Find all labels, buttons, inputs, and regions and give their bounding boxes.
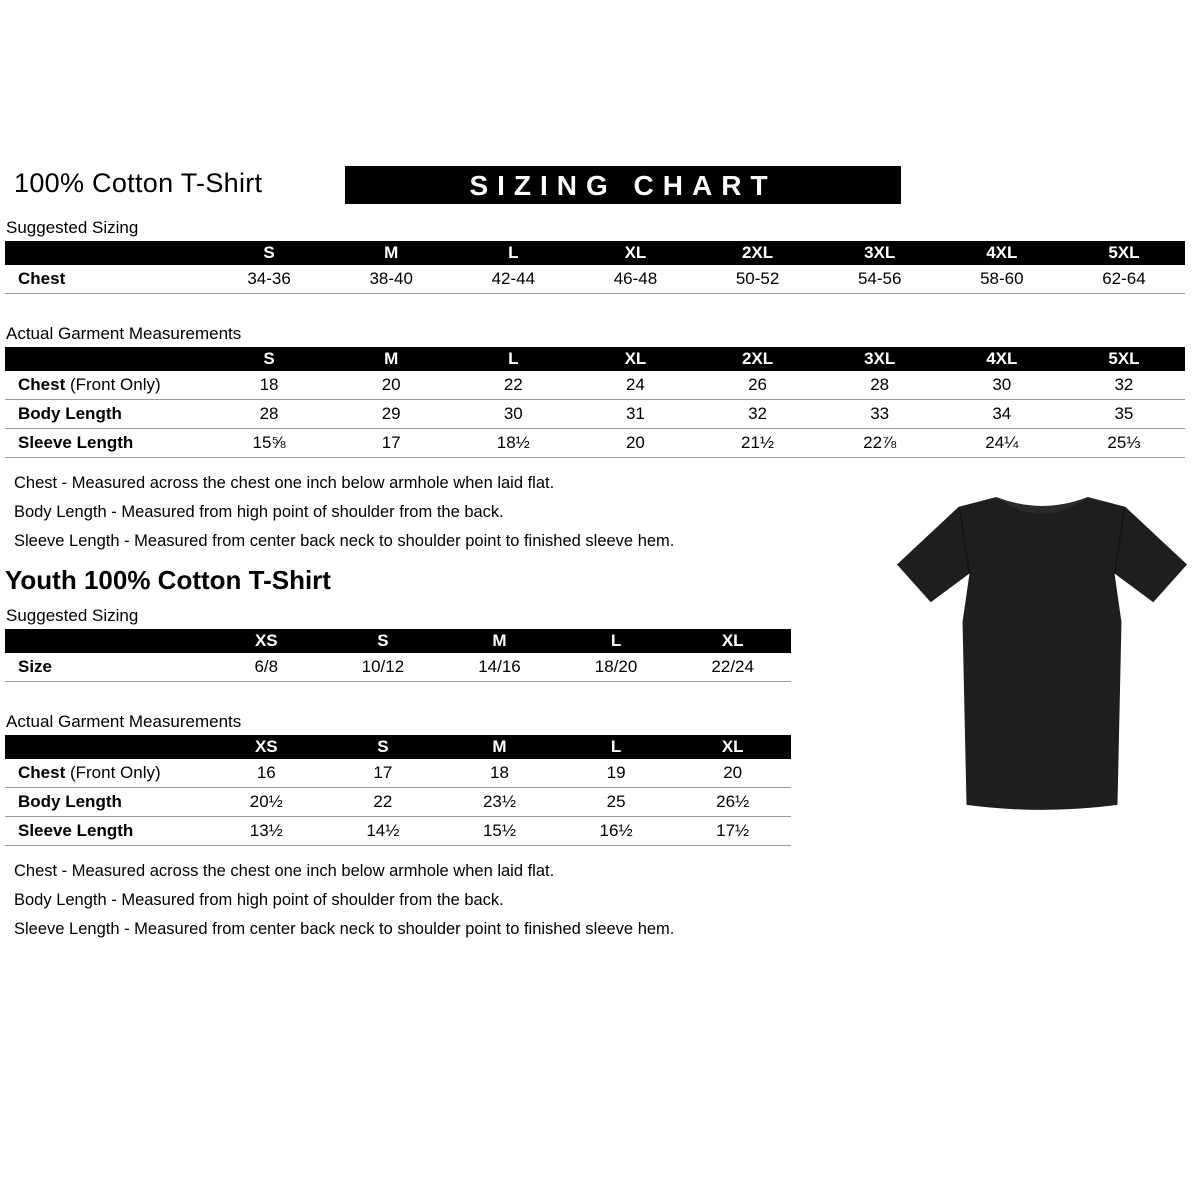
table-cell: 17 [325,759,442,788]
label-column-header [5,347,208,371]
sleeve-length-note: Sleeve Length - Measured from center back neck to shoulder point to finished sleeve hem. [14,920,675,938]
row-label: Chest [5,265,208,294]
chest-note: Chest - Measured across the chest one inch below armhole when laid flat. [14,862,555,880]
size-column-header: M [441,629,558,653]
table-cell: 46-48 [574,265,696,294]
table-cell: 14/16 [441,653,558,682]
table-cell: 15⅝ [208,429,330,458]
table-header-row [5,241,1185,265]
size-column-header: S [325,629,442,653]
table-cell: 14½ [325,817,442,846]
body-length-note: Body Length - Measured from high point of shoulder from the back. [14,503,504,521]
table-cell: 6/8 [208,653,325,682]
row-label: Size [5,653,208,682]
table-cell: 23½ [441,788,558,817]
table-cell: 19 [558,759,675,788]
table-cell: 16 [208,759,325,788]
table-row [5,653,791,682]
size-column-header: L [558,629,675,653]
table-cell: 20 [574,429,696,458]
size-column-header: M [330,241,452,265]
table-cell: 21½ [697,429,819,458]
table-cell: 33 [819,400,941,429]
table-cell: 30 [452,400,574,429]
size-column-header: XS [208,629,325,653]
table-cell: 26 [697,371,819,400]
table-cell: 10/12 [325,653,442,682]
table-cell: 17 [330,429,452,458]
table-cell: 18 [441,759,558,788]
page-title: 100% Cotton T-Shirt [14,168,263,198]
table-cell: 16½ [558,817,675,846]
size-column-header: L [452,347,574,371]
table-cell: 25 [558,788,675,817]
table-cell: 22 [452,371,574,400]
size-column-header: 3XL [819,241,941,265]
table-cell: 28 [208,400,330,429]
size-column-header: XL [674,735,791,759]
table-cell: 34 [941,400,1063,429]
label-column-header [5,629,208,653]
table-cell: 35 [1063,400,1185,429]
size-column-header: S [325,735,442,759]
row-label: Sleeve Length [5,429,208,458]
table-cell: 22 [325,788,442,817]
header-row [0,166,1200,208]
size-column-header: XL [574,241,696,265]
adult-actual-measurements-label: Actual Garment Measurements [6,324,242,343]
youth-title: Youth 100% Cotton T-Shirt [5,565,331,595]
size-column-header: XS [208,735,325,759]
table-cell: 32 [1063,371,1185,400]
table-cell: 58-60 [941,265,1063,294]
black-tshirt-image [893,472,1191,820]
table-cell: 22/24 [674,653,791,682]
body-length-note: Body Length - Measured from high point of shoulder from the back. [14,891,504,909]
table-cell: 42-44 [452,265,574,294]
label-column-header [5,735,208,759]
table-row [5,371,1185,400]
size-column-header: XL [574,347,696,371]
size-column-header: L [558,735,675,759]
table-cell: 38-40 [330,265,452,294]
size-column-header: L [452,241,574,265]
table-cell: 20 [674,759,791,788]
youth-actual-measurements-label: Actual Garment Measurements [6,712,242,731]
table-cell: 29 [330,400,452,429]
table-row [5,788,791,817]
tshirt-graphic [893,472,1191,820]
table-row [5,265,1185,294]
table-cell: 54-56 [819,265,941,294]
size-column-header: 2XL [697,347,819,371]
table-cell: 30 [941,371,1063,400]
row-label: Body Length [5,400,208,429]
size-column-header: S [208,241,330,265]
table-row [5,429,1185,458]
table-cell: 20 [330,371,452,400]
adult-actual-table [5,347,1185,458]
row-label: Body Length [5,788,208,817]
row-label: Chest (Front Only) [5,759,208,788]
youth-suggested-sizing-label: Suggested Sizing [6,606,139,625]
table-cell: 24 [574,371,696,400]
size-column-header: 3XL [819,347,941,371]
sleeve-length-note: Sleeve Length - Measured from center back neck to shoulder point to finished sleeve hem. [14,532,675,550]
adult-suggested-table [5,241,1185,294]
table-cell: 18/20 [558,653,675,682]
row-label: Chest (Front Only) [5,371,208,400]
table-cell: 28 [819,371,941,400]
table-cell: 15½ [441,817,558,846]
table-cell: 13½ [208,817,325,846]
table-header-row [5,735,791,759]
table-cell: 24¼ [941,429,1063,458]
table-cell: 20½ [208,788,325,817]
row-label: Sleeve Length [5,817,208,846]
table-cell: 26½ [674,788,791,817]
adult-suggested-sizing-label: Suggested Sizing [6,218,139,237]
size-column-header: M [330,347,452,371]
chest-note: Chest - Measured across the chest one inch below armhole when laid flat. [14,474,555,492]
size-column-header: 4XL [941,241,1063,265]
youth-measurement-notes [14,862,1200,939]
label-column-header [5,241,208,265]
table-row [5,817,791,846]
youth-actual-table [5,735,791,846]
table-cell: 25⅓ [1063,429,1185,458]
table-cell: 62-64 [1063,265,1185,294]
size-column-header: 5XL [1063,347,1185,371]
table-row [5,400,1185,429]
sizing-chart-banner: SIZING CHART [345,166,901,204]
table-cell: 34-36 [208,265,330,294]
size-column-header: S [208,347,330,371]
table-cell: 17½ [674,817,791,846]
size-column-header: M [441,735,558,759]
size-column-header: 5XL [1063,241,1185,265]
table-header-row [5,629,791,653]
size-column-header: 4XL [941,347,1063,371]
table-cell: 22⅞ [819,429,941,458]
size-column-header: XL [674,629,791,653]
table-cell: 32 [697,400,819,429]
table-header-row [5,347,1185,371]
table-cell: 18 [208,371,330,400]
table-row [5,759,791,788]
table-cell: 18½ [452,429,574,458]
youth-suggested-table [5,629,791,682]
size-column-header: 2XL [697,241,819,265]
table-cell: 31 [574,400,696,429]
table-cell: 50-52 [697,265,819,294]
